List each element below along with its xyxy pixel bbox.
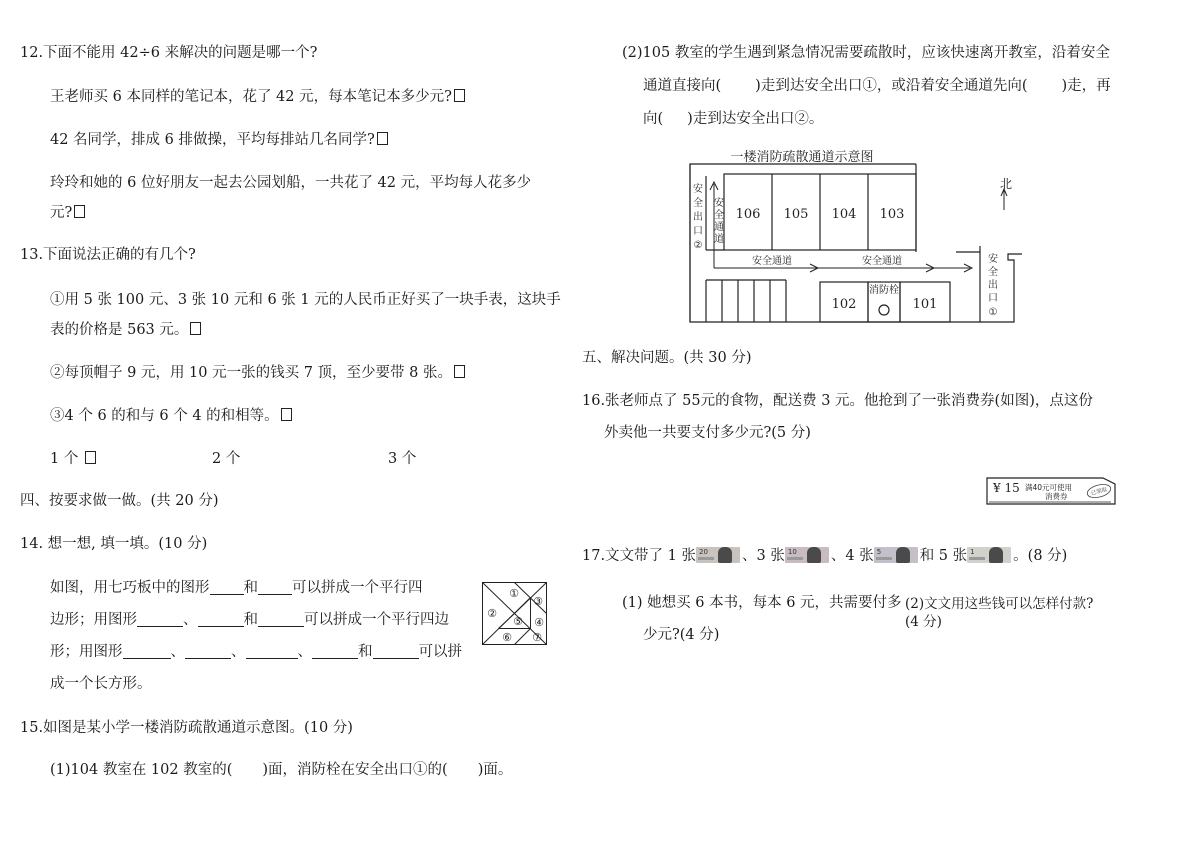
q14-text: 可以拼成一个平行四边 xyxy=(304,612,449,628)
q14-text: 形；用图形 xyxy=(50,644,123,660)
q13-answer-1-text: 1 个 xyxy=(50,451,79,467)
q13-answer-2[interactable]: 2 个 xyxy=(212,451,241,467)
map-corridor-label-2: 安全通道 xyxy=(862,256,902,267)
map-corridor-v-char: 安 xyxy=(714,198,724,209)
q15-text: )走到达安全出口①，或沿着安全通道先向( xyxy=(755,78,1028,94)
q14-line-3 xyxy=(50,642,462,662)
q15-part-1 xyxy=(50,760,512,780)
map-exit-2-char: 全 xyxy=(693,198,703,209)
q14-blank-4[interactable] xyxy=(198,612,244,627)
q13-statement-1-line1: ①用 5 张 100 元、3 张 10 元和 6 张 1 元的人民币正好买了一块手表，这块手 xyxy=(50,292,561,308)
map-corridor-v-char: 通 xyxy=(714,222,724,233)
q12-title: 12.下面不能用 42÷6 来解决的问题是哪一个? xyxy=(20,45,318,61)
banknote-20-value: 20 xyxy=(699,548,708,556)
map-room-101: 101 xyxy=(912,297,938,312)
banknote-5-image xyxy=(874,545,920,565)
map-north-label: 北 xyxy=(999,177,1013,191)
q14-text: 和 xyxy=(243,612,258,628)
q13-statement-1-line2 xyxy=(50,320,201,340)
q12-option-3-line1: 玲玲和她的 6 位好朋友一起去公园划船，一共花了 42 元，平均每人花多少 xyxy=(50,175,532,191)
coupon-amount: ¥ 15 xyxy=(993,481,1020,495)
map-corridor-v-char: 全 xyxy=(714,210,724,221)
banknote-20-image xyxy=(696,545,742,565)
q14-text: 边形；用图形 xyxy=(50,612,137,628)
map-room-102: 102 xyxy=(831,297,857,312)
q14-text: 和 xyxy=(243,580,258,596)
map-exit-2-char: 安 xyxy=(693,184,703,195)
map-corridor-v-char: 道 xyxy=(714,234,724,245)
q17-text: 和 5 张 xyxy=(919,548,968,564)
q14-text: 、 xyxy=(183,612,198,628)
q14-text: 、 xyxy=(231,644,246,660)
q17-sub-2-line2: (4 分) xyxy=(905,614,942,630)
q17-text: 17.文文带了 1 张 xyxy=(582,548,697,564)
q12-option-3-text: 元? xyxy=(50,205,73,221)
fire-evacuation-map xyxy=(686,146,1022,324)
q14-blank-6[interactable] xyxy=(123,644,171,659)
map-exit-2-char: 口 xyxy=(693,226,703,237)
q14-blank-10[interactable] xyxy=(373,644,419,659)
q12-option-1 xyxy=(50,87,465,107)
q14-blank-7[interactable] xyxy=(185,644,231,659)
q14-blank-2[interactable] xyxy=(258,580,292,595)
q14-blank-5[interactable] xyxy=(258,612,304,627)
section-4-heading: 四、按要求做一做。(共 20 分) xyxy=(20,493,219,509)
map-corridor-label-1: 安全通道 xyxy=(752,256,792,267)
banknote-10-value: 10 xyxy=(787,548,797,556)
q15-part-2-line2 xyxy=(643,76,1111,96)
q12-option-2-text: 42 名同学，排成 6 排做操，平均每排站几名同学? xyxy=(50,132,375,148)
banknote-10-image xyxy=(785,545,831,565)
map-exit-2-char: ② xyxy=(693,240,703,251)
q16-line-2: 外卖他一共要支付多少元?(5 分) xyxy=(604,425,811,441)
map-exit-1-char: 出 xyxy=(988,280,998,291)
tangram-piece-7: ⑦ xyxy=(532,631,542,644)
q13-statement-3 xyxy=(50,406,292,426)
q14-blank-8[interactable] xyxy=(246,644,298,659)
q13-statement-3-text: ③4 个 6 的和与 6 个 4 的和相等。 xyxy=(50,408,279,424)
q13-answer-3[interactable]: 3 个 xyxy=(388,451,417,467)
q14-line-2 xyxy=(50,610,449,630)
q13-title: 13.下面说法正确的有几个? xyxy=(20,247,196,263)
tangram-figure xyxy=(482,582,548,646)
q13-statement-3-checkbox[interactable] xyxy=(281,408,292,421)
tangram-piece-3: ③ xyxy=(533,595,543,608)
map-hydrant-label: 消防栓 xyxy=(869,285,899,296)
q13-statement-1-checkbox[interactable] xyxy=(190,322,201,335)
q13-statement-2 xyxy=(50,363,465,383)
q15-title: 15.如图是某小学一楼消防疏散通道示意图。(10 分) xyxy=(20,720,353,736)
q14-blank-1[interactable] xyxy=(210,580,244,595)
coupon-image xyxy=(985,476,1117,506)
tangram-piece-5: ⑤ xyxy=(513,615,523,628)
coupon-name: 消费券 xyxy=(1045,492,1068,501)
map-room-104: 104 xyxy=(831,207,857,222)
map-exit-1-char: ① xyxy=(988,307,998,318)
q13-statement-2-text: ②每顶帽子 9 元，用 10 元一张的钱买 7 顶，至少要带 8 张。 xyxy=(50,365,452,381)
q17-title xyxy=(582,545,1067,567)
q17-text: 、4 张 xyxy=(830,548,874,564)
q15-text: 通道直接向( xyxy=(643,78,722,94)
q17-text: 、3 张 xyxy=(742,548,785,564)
q15-part-2-line1: (2)105 教室的学生遇到紧急情况需要疏散时，应该快速离开教室，沿着安全 xyxy=(622,45,1110,61)
tangram-piece-4: ④ xyxy=(534,616,544,629)
banknote-5-value: 5 xyxy=(876,548,882,556)
q14-text: 如图，用七巧板中的图形 xyxy=(50,580,210,596)
q15-text: )面。 xyxy=(477,762,513,778)
q14-line-4: 成一个长方形。 xyxy=(50,676,152,692)
q17-sub-2-line1: (2)文文用这些钱可以怎样付款? xyxy=(905,596,1094,612)
q12-option-2-checkbox[interactable] xyxy=(377,132,388,145)
q17-sub-1-line1: (1) 她想买 6 本书，每本 6 元，共需要付多 xyxy=(622,595,902,611)
q15-text: )面，消防栓在安全出口①的( xyxy=(262,762,448,778)
banknote-1-image xyxy=(967,545,1013,565)
q12-option-3-line2 xyxy=(50,203,85,223)
q13-statement-1-text: 表的价格是 563 元。 xyxy=(50,322,189,338)
tangram-piece-6: ⑥ xyxy=(502,631,512,644)
map-room-103: 103 xyxy=(879,207,905,222)
q14-text: 、 xyxy=(170,644,185,660)
q13-statement-2-checkbox[interactable] xyxy=(454,365,465,378)
map-exit-1-char: 安 xyxy=(988,254,998,265)
banknote-1-value: 1 xyxy=(970,548,975,556)
q15-text: 向( xyxy=(643,111,664,127)
q12-option-1-text: 王老师买 6 本同样的笔记本，花了 42 元，每本笔记本多少元? xyxy=(50,89,452,105)
map-exit-1-char: 全 xyxy=(988,267,998,278)
q15-text: )走到达安全出口②。 xyxy=(687,111,824,127)
q15-text: (1)104 教室在 102 教室的( xyxy=(50,762,233,778)
tangram-piece-2: ② xyxy=(487,607,497,620)
map-title: 一楼消防疏散通道示意图 xyxy=(730,150,874,165)
q15-part-2-line3 xyxy=(643,109,823,129)
q14-text: 、 xyxy=(297,644,312,660)
q17-text: 。(8 分) xyxy=(1013,548,1068,564)
q14-text: 和 xyxy=(358,644,373,660)
q17-sub-1-line2: 少元?(4 分) xyxy=(643,627,720,643)
map-exit-2-char: 出 xyxy=(693,212,703,223)
q12-option-2 xyxy=(50,130,388,150)
coupon-condition: 满40元可使用 xyxy=(1025,483,1073,492)
tangram-piece-1: ① xyxy=(509,587,519,600)
q13-answer-1 xyxy=(50,449,96,469)
q14-text: 可以拼成一个平行四 xyxy=(292,580,423,596)
map-exit-1-char: 口 xyxy=(988,293,998,304)
q15-text: )走，再 xyxy=(1061,78,1111,94)
q14-blank-9[interactable] xyxy=(312,644,358,659)
section-5-heading: 五、解决问题。(共 30 分) xyxy=(582,350,752,366)
q14-title: 14. 想一想, 填一填。(10 分) xyxy=(20,536,208,552)
q13-answer-1-checkbox[interactable] xyxy=(85,451,96,464)
map-room-106: 106 xyxy=(735,207,761,222)
q16-line-1: 16.张老师点了 55元的食物，配送费 3 元。他抢到了一张消费券(如图)，点这份 xyxy=(582,393,1093,409)
q14-text: 可以拼 xyxy=(418,644,462,660)
coupon-stamp: 已领取 xyxy=(1090,486,1109,498)
q12-option-3-checkbox[interactable] xyxy=(74,205,85,218)
q14-line-1 xyxy=(50,578,423,598)
q14-blank-3[interactable] xyxy=(137,612,183,627)
map-room-105: 105 xyxy=(783,207,809,222)
q12-option-1-checkbox[interactable] xyxy=(454,89,465,102)
